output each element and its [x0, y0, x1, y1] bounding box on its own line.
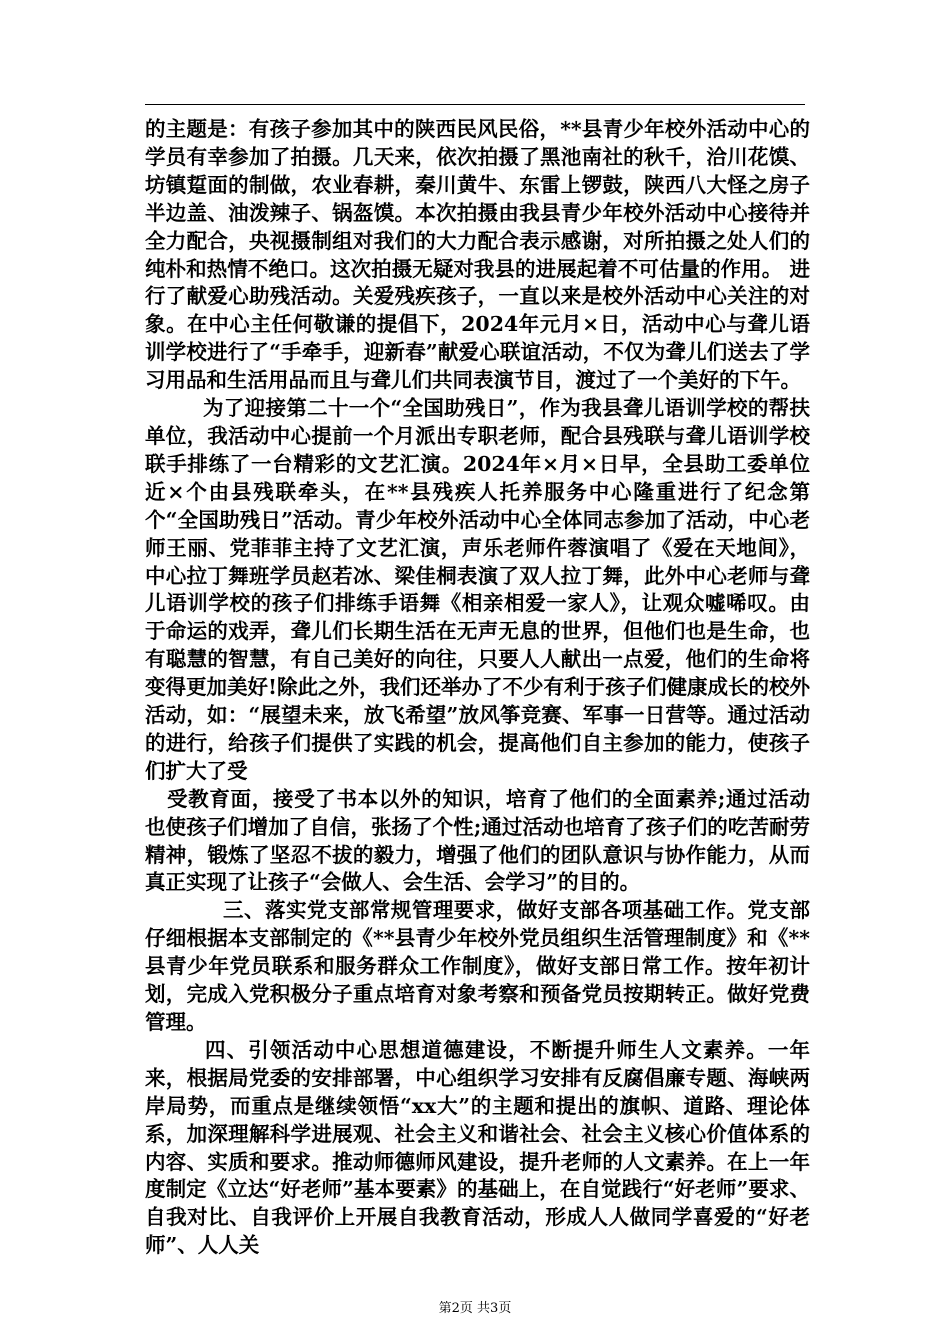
paragraph-3: 受教育面，接受了书本以外的知识，培育了他们的全面素养;通过活动也使孩子们增加了自信，张扬了个性;通过活动也培育了孩子们的吃苦耐劳精神，锻炼了坚忍不拔的毅力，增强了他们的团队意识与协作能力，从而真正实现了让孩子“会做人、会生活、会学习”的目的。 — [145, 786, 810, 895]
header-rule — [145, 104, 805, 105]
paragraph-4: 三、落实党支部常规管理要求，做好支部各项基础工作。党支部仔细根据本支部制定的《**县青少年校外党员组织生活管理制度》和《**县青少年党员联系和服务群众工作制度》，做好支部日常工作。按年初计划，完成入党积极分子重点培育对象考察和预备党员按期转正。做好党费管理。 — [145, 898, 810, 1034]
paragraph-5: 四、引领活动中心思想道德建设，不断提升师生人文素养。一年来，根据局党委的安排部署，中心组织学习安排有反腐倡廉专题、海峡两岸局势，而重点是继续领悟“xx大”的主题和提出的旗帜、道路、理论体系，加深理解科学进展观、社会主义和谐社会、社会主义核心价值体系的内容、实质和要求。推动师德师风建设，提升老师的人文素养。在上一年度制定《立达“好老师”基本要素》的基础上，在自觉践行“好老师”要求、自我对比、自我评价上开展自我教育活动，形成人人做同学喜爱的“好老师”、人人关 — [145, 1037, 810, 1258]
page-number-footer: 第2页 共3页 — [438, 1301, 512, 1316]
paragraph-2: 为了迎接第二十一个“全国助残日”，作为我县聋儿语训学校的帮扶单位，我活动中心提前一个月派出专职老师，配合县残联与聋儿语训学校联手排练了一台精彩的文艺汇演。2024年×月×日早，全县助工委单位近×个由县残联牵头，在**县残疾人托养服务中心隆重进行了纪念第个“全国助残日”活动。青少年校外活动中心全体同志参加了活动，中心老师王丽、党菲菲主持了文艺汇演，声乐老师仵蓉演唱了《爱在天地间》，中心拉丁舞班学员赵若冰、梁佳桐表演了双人拉丁舞，此外中心老师与聋儿语训学校的孩子们排练手语舞《相亲相爱一家人》，让观众嘘唏叹。由于命运的戏弄，聋儿们长期生活在无声无息的世界，但他们也是生命，也有聪慧的智慧，有自己美好的向往，只要人人献出一点爱，他们的生命将变得更加美好!除此之外，我们还举办了不少有利于孩子们健康成长的校外活动，如：“展望未来，放飞希望”放风筝竞赛、军事一日营等。通过活动的进行，给孩子们提供了实践的机会，提高他们自主参加的能力，使孩子们扩大了受 — [145, 396, 810, 783]
document-body — [145, 116, 810, 1260]
paragraph-1: 的主题是：有孩子参加其中的陕西民风民俗，**县青少年校外活动中心的学员有幸参加了拍摄。几天来，依次拍摄了黑池南社的秋千，洽川花馍、坊镇踅面的制做，农业春耕，秦川黄牛、东雷上锣鼓，陕西八大怪之房子半边盖、油泼辣子、锅盔馍。本次拍摄由我县青少年校外活动中心接待并全力配合，央视摄制组对我们的大力配合表示感谢，对所拍摄之处人们的纯朴和热情不绝口。这次拍摄无疑对我县的进展起着不可估量的作用。 进行了献爱心助残活动。关爱残疾孩子，一直以来是校外活动中心关注的对象。在中心主任何敬谦的提倡下，2024年元月×日，活动中心与聋儿语训学校进行了“手牵手，迎新春”献爱心联谊活动，不仅为聋儿们送去了学习用品和生活用品而且与聋儿们共同表演节目，渡过了一个美好的下午。 — [145, 117, 810, 393]
